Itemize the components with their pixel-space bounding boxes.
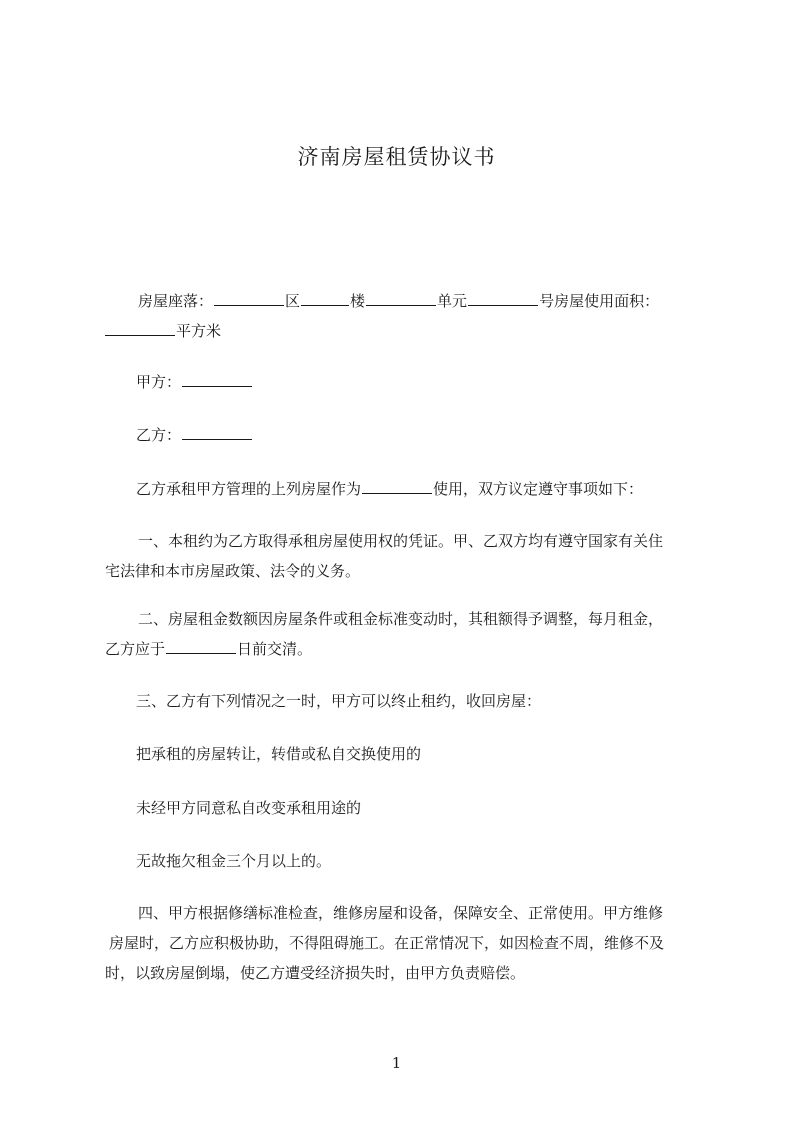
unit-label: 单元 [437, 292, 468, 310]
district-blank [214, 289, 284, 306]
area-unit-label: 平方米 [176, 322, 222, 340]
clause-3 [105, 686, 705, 716]
intro-text-after: 使用，双方议定遵守事项如下： [433, 480, 644, 498]
clause-4-line-3: 时，以致房屋倒塌，使乙方遭受经济损失时，由甲方负责赔偿。 [105, 964, 526, 982]
clause-3-item [105, 846, 705, 876]
intro-paragraph [105, 474, 705, 504]
area-blank [105, 319, 175, 336]
clause-3-item-1: 把承租的房屋转让，转借或私自交换使用的 [136, 745, 422, 763]
location-paragraph [105, 286, 705, 346]
clause-3-item [105, 793, 705, 823]
usage-blank [362, 477, 432, 494]
party-a-label: 甲方： [136, 373, 182, 391]
clause-4 [105, 898, 705, 988]
clause-1 [105, 526, 705, 586]
clause-4-line-2: 房屋时，乙方应积极协助，不得阻碍施工。在正常情况下，如因检查不周，维修不及 [109, 934, 665, 952]
clause-3-heading: 三、乙方有下列情况之一时，甲方可以终止租约，收回房屋： [136, 692, 542, 710]
district-label: 区 [285, 292, 301, 310]
clause-2-line-2-before: 乙方应于 [105, 640, 166, 658]
clause-1-line-2: 宅法律和本市房屋政策、法令的义务。 [105, 562, 361, 580]
clause-3-item [105, 739, 705, 769]
clause-2-line-1: 二、房屋租金数额因房屋条件或租金标准变动时，其租额得予调整，每月租金， [138, 610, 664, 628]
party-a-blank [182, 370, 252, 387]
party-b-blank [182, 423, 252, 440]
clause-4-line-1: 四、甲方根据修缮标准检查，维修房屋和设备，保障安全、正常使用。甲方维修 [138, 904, 664, 922]
unit-blank [366, 289, 436, 306]
clause-3-item-2: 未经甲方同意私自改变承租用途的 [136, 799, 362, 817]
intro-text-before: 乙方承租甲方管理的上列房屋作为 [136, 480, 362, 498]
area-label: 号房屋使用面积： [539, 292, 660, 310]
clause-2-line-2-after: 日前交清。 [237, 640, 313, 658]
clause-1-line-1: 一、本租约为乙方取得承租房屋使用权的凭证。甲、乙双方均有遵守国家有关住 [138, 532, 664, 550]
clause-2 [105, 604, 705, 664]
party-b-line [105, 420, 705, 450]
payment-day-blank [166, 637, 236, 654]
location-label: 房屋座落： [138, 292, 214, 310]
document-title: 济南房屋租赁协议书 [297, 145, 496, 169]
party-b-label: 乙方： [136, 426, 182, 444]
clause-3-item-3: 无故拖欠租金三个月以上的。 [136, 852, 332, 870]
building-blank [301, 289, 349, 306]
building-label: 楼 [350, 292, 366, 310]
page-number: 1 [391, 1054, 402, 1072]
house-number-blank [468, 289, 538, 306]
party-a-line [105, 367, 705, 397]
